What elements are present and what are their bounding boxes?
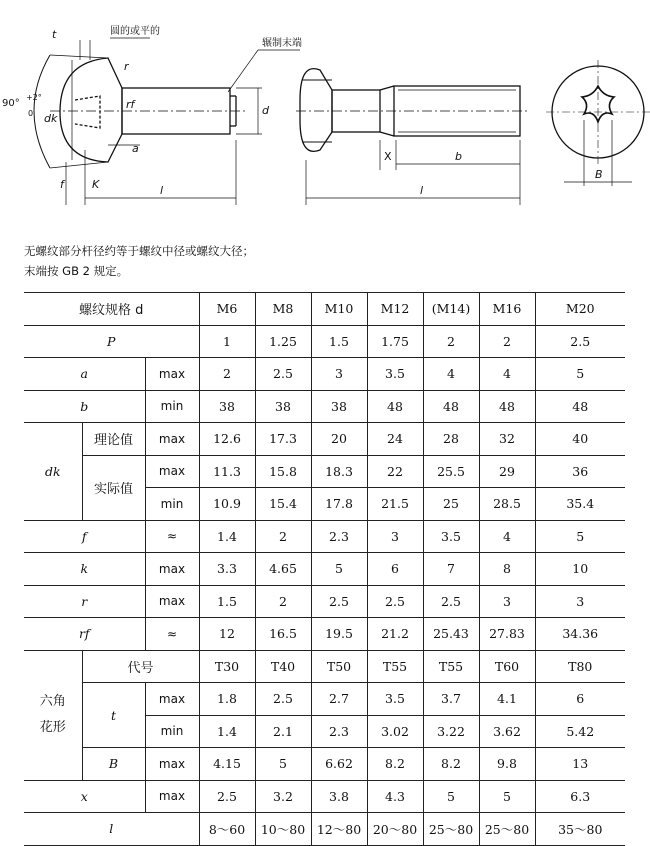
row-group-dk <box>24 423 82 521</box>
table-cell: 6 <box>367 553 423 586</box>
middle-screw-head <box>300 69 332 152</box>
label-angle: 90° <box>2 98 20 109</box>
row-sub-B: B <box>82 748 145 781</box>
label-angle-tol-upper: +2° <box>26 93 42 102</box>
note-shank-diameter: 无螺纹部分杆径约等于螺纹中径或螺纹大径； <box>24 244 254 258</box>
table-cell: 3 <box>535 585 625 618</box>
table-cell: 4 <box>479 520 535 553</box>
table-cell: 8.2 <box>367 748 423 781</box>
table-cell: 2 <box>199 358 255 391</box>
table-cell: 3.5 <box>367 683 423 716</box>
table-cell: 2.3 <box>311 715 367 748</box>
label-r: r <box>124 60 129 73</box>
label-k: K <box>92 178 100 191</box>
table-cell: 2.5 <box>255 358 311 391</box>
table-cell: 35～80 <box>535 813 625 846</box>
table-cell: 7 <box>423 553 479 586</box>
table-cell: 2.5 <box>255 683 311 716</box>
table-cell: 3.02 <box>367 715 423 748</box>
table-cell: T80 <box>535 650 625 683</box>
table-cell: T55 <box>423 650 479 683</box>
table-cell: 2.1 <box>255 715 311 748</box>
header-size: M6 <box>199 293 255 326</box>
label-x: X <box>384 150 392 163</box>
label-a: a <box>132 142 139 155</box>
table-cell: T30 <box>199 650 255 683</box>
table-cell: 3 <box>479 585 535 618</box>
table-cell: 35.4 <box>535 488 625 521</box>
table-cell: 2.5 <box>367 585 423 618</box>
row-symbol: a <box>24 358 145 391</box>
table-cell: 2.5 <box>423 585 479 618</box>
table-cell: 36 <box>535 455 625 488</box>
row-symbol: k <box>24 553 145 586</box>
table-cell: 2.3 <box>311 520 367 553</box>
row-qualifier: max <box>145 780 199 813</box>
table-row-r <box>24 585 625 618</box>
row-symbol: b <box>24 390 145 423</box>
table-cell: 25.5 <box>423 455 479 488</box>
label-b: b <box>455 150 462 163</box>
row-qualifier: max <box>145 358 199 391</box>
table-cell: 2.5 <box>311 585 367 618</box>
row-qualifier: ≈ <box>145 618 199 651</box>
table-cell: 48 <box>479 390 535 423</box>
table-cell: 1.4 <box>199 520 255 553</box>
dk-symbol: dk <box>44 463 61 479</box>
table-cell: 18.3 <box>311 455 367 488</box>
table-cell: 21.2 <box>367 618 423 651</box>
table-cell: 13 <box>535 748 625 781</box>
table-cell: 5 <box>255 748 311 781</box>
row-symbol: f <box>24 520 145 553</box>
screw-technical-drawing <box>0 0 650 235</box>
table-cell: T60 <box>479 650 535 683</box>
table-row-P <box>24 325 625 358</box>
row-qualifier: max <box>145 683 199 716</box>
table-row-x <box>24 780 625 813</box>
table-cell: 12 <box>199 618 255 651</box>
table-cell: 25～80 <box>423 813 479 846</box>
table-row-k <box>24 553 625 586</box>
table-cell: 3.5 <box>367 358 423 391</box>
row-symbol: r <box>24 585 145 618</box>
table-cell: 28.5 <box>479 488 535 521</box>
table-cell: 4.3 <box>367 780 423 813</box>
table-cell: 4.1 <box>479 683 535 716</box>
table-cell: 2 <box>255 585 311 618</box>
table-cell: 16.5 <box>255 618 311 651</box>
table-cell: 2 <box>479 325 535 358</box>
header-size: M10 <box>311 293 367 326</box>
table-cell: 2 <box>255 520 311 553</box>
table-cell: 15.4 <box>255 488 311 521</box>
label-B: B <box>595 168 603 181</box>
label-t: t <box>52 28 57 41</box>
table-row-f <box>24 520 625 553</box>
table-cell: 40 <box>535 423 625 456</box>
table-cell: 10～80 <box>255 813 311 846</box>
table-cell: 4 <box>423 358 479 391</box>
table-cell: 20 <box>311 423 367 456</box>
table-cell: 5.42 <box>535 715 625 748</box>
row-symbol: l <box>24 813 199 846</box>
row-sub-code: 代号 <box>82 650 199 683</box>
table-cell: 4.65 <box>255 553 311 586</box>
table-cell: 4 <box>479 358 535 391</box>
label-angle-tol-lower: 0 <box>28 109 34 118</box>
label-dk: dk <box>44 112 58 125</box>
row-qualifier: min <box>145 715 199 748</box>
table-cell: 1.5 <box>311 325 367 358</box>
spec-table <box>24 292 625 846</box>
table-row-b <box>24 390 625 423</box>
row-symbol: rf <box>24 618 145 651</box>
table-cell: 12～80 <box>311 813 367 846</box>
table-cell: 48 <box>367 390 423 423</box>
label-l-left: l <box>160 184 164 197</box>
table-cell: 2.5 <box>535 325 625 358</box>
row-symbol: x <box>24 780 145 813</box>
table-cell: 17.3 <box>255 423 311 456</box>
row-qualifier: max <box>145 455 199 488</box>
table-cell: 1.5 <box>199 585 255 618</box>
table-cell: 5 <box>311 553 367 586</box>
table-row-t-max <box>24 683 625 716</box>
table-cell: 27.83 <box>479 618 535 651</box>
row-qualifier: max <box>145 423 199 456</box>
header-label: 螺纹规格 d <box>24 293 199 326</box>
table-cell: 34.36 <box>535 618 625 651</box>
table-cell: 48 <box>423 390 479 423</box>
table-cell: 24 <box>367 423 423 456</box>
table-row-rf <box>24 618 625 651</box>
label-rolled-end: 辗制末端 <box>262 38 302 49</box>
table-cell: 9.8 <box>479 748 535 781</box>
table-cell: 5 <box>535 358 625 391</box>
table-cell: 1.4 <box>199 715 255 748</box>
note-end-standard: 末端按 GB 2 规定。 <box>24 264 129 278</box>
table-cell: 17.8 <box>311 488 367 521</box>
left-screw-head <box>60 58 122 162</box>
row-sub-t: t <box>82 683 145 748</box>
header-size: M16 <box>479 293 535 326</box>
table-cell: 28 <box>423 423 479 456</box>
label-l-right: l <box>420 184 424 197</box>
table-cell: 3.3 <box>199 553 255 586</box>
table-cell: 15.8 <box>255 455 311 488</box>
table-cell: 20～80 <box>367 813 423 846</box>
table-row-dk-actual-max <box>24 455 625 488</box>
table-cell: 38 <box>255 390 311 423</box>
table-cell: 38 <box>199 390 255 423</box>
row-symbol: P <box>24 325 199 358</box>
label-round-or-flat: 圆的或平的 <box>110 26 160 37</box>
table-cell: 3.5 <box>423 520 479 553</box>
table-cell: 6 <box>535 683 625 716</box>
table-cell: 8.2 <box>423 748 479 781</box>
table-cell: 32 <box>479 423 535 456</box>
row-sub-actual: 实际值 <box>82 455 145 520</box>
row-sub-theory: 理论值 <box>82 423 145 456</box>
table-cell: 6.3 <box>535 780 625 813</box>
header-size: M8 <box>255 293 311 326</box>
table-cell: 3 <box>367 520 423 553</box>
table-row-a <box>24 358 625 391</box>
row-qualifier: min <box>145 488 199 521</box>
table-cell: 3.7 <box>423 683 479 716</box>
table-cell: 2.5 <box>199 780 255 813</box>
table-cell: 38 <box>311 390 367 423</box>
table-header-row <box>24 293 625 326</box>
row-qualifier: ≈ <box>145 520 199 553</box>
table-cell: 1.75 <box>367 325 423 358</box>
left-recess-hidden <box>75 96 100 128</box>
header-size: M20 <box>535 293 625 326</box>
table-cell: 19.5 <box>311 618 367 651</box>
table-cell: 11.3 <box>199 455 255 488</box>
table-cell: 5 <box>423 780 479 813</box>
table-cell: 25～80 <box>479 813 535 846</box>
table-row-B <box>24 748 625 781</box>
header-size: (M14) <box>423 293 479 326</box>
row-qualifier: max <box>145 748 199 781</box>
table-cell: 8～60 <box>199 813 255 846</box>
table-cell: 29 <box>479 455 535 488</box>
table-cell: 1.8 <box>199 683 255 716</box>
table-cell: 3.2 <box>255 780 311 813</box>
table-cell: 2 <box>423 325 479 358</box>
header-size: M12 <box>367 293 423 326</box>
table-row-dk-theory <box>24 423 625 456</box>
table-cell: 25.43 <box>423 618 479 651</box>
table-cell: 2.7 <box>311 683 367 716</box>
table-row-hex-code <box>24 650 625 683</box>
row-qualifier: max <box>145 553 199 586</box>
row-group-hexalobular: 六角 花形 <box>24 650 82 780</box>
row-qualifier: max <box>145 585 199 618</box>
table-cell: 10 <box>535 553 625 586</box>
label-rf: rf <box>126 98 135 111</box>
table-cell: T50 <box>311 650 367 683</box>
table-cell: 4.15 <box>199 748 255 781</box>
table-cell: 22 <box>367 455 423 488</box>
table-cell: 3 <box>311 358 367 391</box>
row-qualifier: min <box>145 390 199 423</box>
table-cell: 10.9 <box>199 488 255 521</box>
label-f: f <box>60 178 64 191</box>
table-cell: 3.22 <box>423 715 479 748</box>
table-cell: 8 <box>479 553 535 586</box>
table-row-l <box>24 813 625 846</box>
table-cell: T55 <box>367 650 423 683</box>
table-cell: 1 <box>199 325 255 358</box>
table-cell: 1.25 <box>255 325 311 358</box>
table-cell: 48 <box>535 390 625 423</box>
table-cell: 3.62 <box>479 715 535 748</box>
table-cell: 6.62 <box>311 748 367 781</box>
table-cell: 25 <box>423 488 479 521</box>
table-cell: 21.5 <box>367 488 423 521</box>
table-cell: T40 <box>255 650 311 683</box>
table-cell: 12.6 <box>199 423 255 456</box>
table-cell: 5 <box>479 780 535 813</box>
table-cell: 3.8 <box>311 780 367 813</box>
label-d: d <box>262 104 269 117</box>
table-cell: 5 <box>535 520 625 553</box>
